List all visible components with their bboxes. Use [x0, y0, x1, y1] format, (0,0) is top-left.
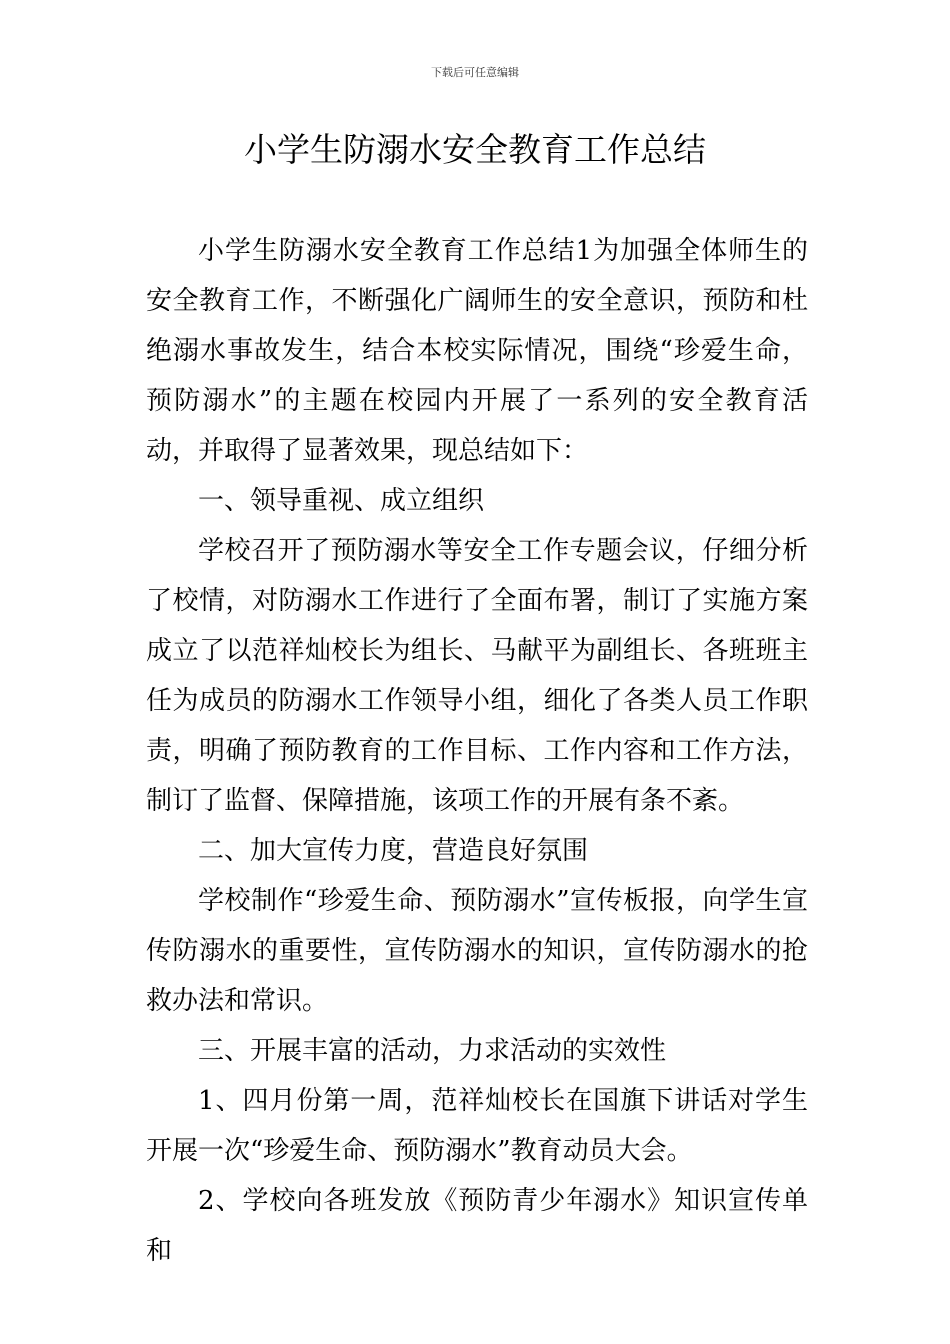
document-body	[146, 226, 808, 1276]
section-heading-1: 一、领导重视、成立组织	[198, 486, 485, 516]
list-item-2: 2、学校向各班发放《预防青少年溺水》知识宣传单和	[146, 1186, 808, 1266]
page-header-note: 下载后可任意编辑	[431, 66, 519, 79]
paragraph-intro: 小学生防溺水安全教育工作总结1为加强全体师生的安全教育工作，不断强化广阔师生的安全意识，预防和杜绝溺水事故发生，结合本校实际情况，围绕“珍爱生命，预防溺水”的主题在校园内开展了一系列的安全教育活动，并取得了显著效果，现总结如下：	[146, 236, 808, 466]
paragraph-section-1: 学校召开了预防溺水等安全工作专题会议，仔细分析了校情，对防溺水工作进行了全面布署，制订了实施方案成立了以范祥灿校长为组长、马献平为副组长、各班班主任为成员的防溺水工作领导小组，细化了各类人员工作职责，明确了预防教育的工作目标、工作内容和工作方法，制订了监督、保障措施，该项工作的开展有条不紊。	[146, 536, 808, 816]
document-title: 小学生防溺水安全教育工作总结	[244, 130, 706, 169]
section-heading-3: 三、开展丰富的活动，力求活动的实效性	[198, 1036, 667, 1066]
paragraph-section-2: 学校制作“珍爱生命、预防溺水”宣传板报，向学生宣传防溺水的重要性，宣传防溺水的知识，宣传防溺水的抢救办法和常识。	[146, 886, 808, 1016]
list-item-1: 1、四月份第一周，范祥灿校长在国旗下讲话对学生开展一次“珍爱生命、预防溺水”教育动员大会。	[146, 1086, 808, 1166]
section-heading-2: 二、加大宣传力度，营造良好氛围	[198, 836, 589, 866]
